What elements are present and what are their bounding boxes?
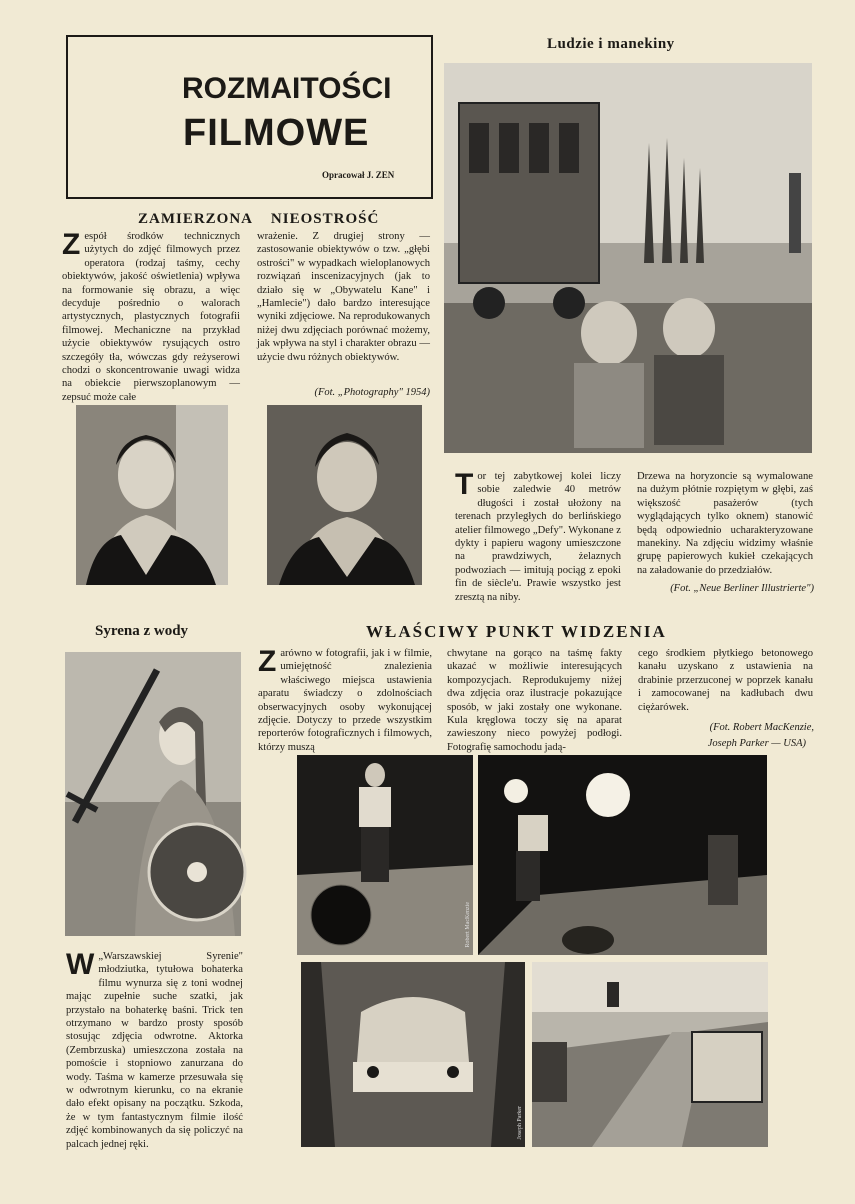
- article1-col2: wrażenie. Z drugiej strony — zastosowanie obiektywów o tzw. „głębi ostrości" w wypadkach wieloplanowych rozwiązań inscenizacyjnych (jak to działo się w „Obywatelu Kane" i „Hamlecie") dało bardzo interesujące wyniki zdjęciowe. Na reprodukowanych niżej dwu zdjęciach porównać możemy, jak wpływa na styl i charakter obrazu — użycie dwu różnych obiektywów.: [257, 231, 430, 363]
- article1-dropcap: Z: [62, 228, 81, 261]
- article4-col1-text: arówno w fotografii, jak i w filmie, umiejętność znalezienia właściwego miejsca ustawienia aparatu świadczy o zdolnościach obserwacyjnych osoby wykonującej zdjęcie. Dotyczy to przede wszystkim reporterów fotograficznych i filmowych, którzy muszą: [258, 648, 432, 753]
- article1-col1: [62, 228, 240, 403]
- car-canal-photo-result: [301, 962, 525, 1147]
- bowling-photo-credit: Robert MacKenzie: [465, 901, 471, 947]
- header-title-line1: ROZMAITOŚCI: [182, 72, 392, 105]
- article2-credit: (Fot. „Neue Berliner Illustrierte"): [670, 583, 814, 594]
- article4-col1: [258, 645, 432, 753]
- article2-dropcap: T: [455, 468, 474, 501]
- article2-col2: Drzewa na horyzoncie są wymalowane na dużym płótnie rozpiętym w głębi, zaś większość pasażerów (tych wyglądających tylko oknem) stanowić będą odpowiednio ucharakteryzowane manekiny. Na zdjęciu widzimy właśnie grupę papierowych kukieł czekających na załadowanie do przedziałów.: [637, 471, 813, 576]
- article2-col1: [455, 468, 621, 603]
- bowling-photo-setup: [478, 755, 767, 955]
- car-photo-credit: Joseph Parker: [517, 1105, 523, 1139]
- bowling-photo-result: [297, 755, 473, 955]
- car-setup-scene: [532, 962, 768, 1147]
- article4-col3: cego środkiem płytkiego betonowego kanału uzyskano z ustawienia na drabinie przerzuconej w poprzek kanału i zamocowanej na kadłubach dwu ciężarówek.: [638, 648, 813, 713]
- train-scene: [444, 63, 812, 453]
- train-mannequins-photo: [444, 63, 812, 453]
- header-title-line2: FILMOWE: [183, 112, 370, 154]
- portrait-soft-figure: [267, 405, 422, 585]
- article3-body-text: „Warszawskiej Syrenie" młodziutka, tytułowa bohaterka filmu wynurza się z toni wodnej mając zupełnie suche szatki, jak przystało na bohaterkę baśni. Trick ten otrzymano w bardzo prosty sposób stosując zdjęcia odwrotne. Aktorka (Zembrzuska) umieszczona została na pomoście i stopniowo zanurzana do wody. Taśma w kamerze przesuwała się w odwrotnym kierunku, co na ekranie dało efekt opisany na początku. Szkoda, że w tym fantastycznym filmie ilość zdjęć kombinowanych da się policzyć na palcach jednej ręki.: [66, 951, 243, 1150]
- syrena-photo: [65, 652, 241, 936]
- portrait-sharp-figure: [76, 405, 228, 585]
- bowling-setup-scene: [478, 755, 767, 955]
- article2-col1-text: or tej zabytkowej kolei liczy sobie zaledwie 40 metrów długości i został ułożony na terenach przyległych do berlińskiego atelier filmowego „Defy". Wykonane z dykty i papieru wagony umieszczone na prawdziwych, żelaznych podwoziach — imitują pociąg z epoki fin de siècle'u. Prawie wszystko jest zresztą na niby.: [455, 471, 621, 603]
- article3-body: [66, 950, 243, 1155]
- article4-col2: chwytane na gorąco na taśmę fakty ukazać w możliwie interesujących kompozycjach. Reprodukujemy niżej dwa zdjęcia oraz ilustracje pokazujące sposób, w jaki zostały one wykonane. Kula kręglowa toczy się na aparat zawieszony nieco powyżej podłogi. Fotografię samochodu jadą-: [447, 648, 622, 753]
- article4-dropcap: Z: [258, 645, 277, 678]
- portrait-photo-soft: [267, 405, 422, 585]
- article1-col1-text: espół środków technicznych użytych do zdjęć filmowych przez operatora (rodzaj taśmy, cechy obiektywów, jakość oświetlenia) wpływa na formowanie się obrazu, a więc decyduje pośrednio o walorach artystycznych, plastycznych fotografii filmowej. Mechaniczne na przykład użycie obiektywów rysujących ostro szczegóły tła, wówczas gdy reżyserowi chodzi o skoncentrowanie uwagi widza na obiekcie pierwszoplanowym — zepsuć może całe: [62, 231, 240, 403]
- article3-headline: Syrena z wody: [95, 623, 189, 639]
- article2-headline: Ludzie i manekiny: [547, 36, 675, 52]
- portrait-photo-sharp: [76, 405, 228, 585]
- article1-headline: ZAMIERZONA NIEOSTROŚĆ: [138, 211, 380, 227]
- bowling-result-scene: [297, 755, 473, 955]
- article4-credit-line1: (Fot. Robert MacKenzie,: [709, 722, 814, 733]
- header-byline: Opracował J. ZEN: [322, 170, 395, 180]
- article4-credit-line2: Joseph Parker — USA): [707, 738, 806, 749]
- car-result-scene: [301, 962, 525, 1147]
- syrena-figure: [65, 652, 241, 936]
- car-canal-photo-setup: [532, 962, 768, 1147]
- article3-dropcap: W: [66, 948, 95, 981]
- article1-credit: (Fot. „Photography" 1954): [314, 387, 430, 398]
- article4-headline: WŁAŚCIWY PUNKT WIDZENIA: [366, 622, 667, 641]
